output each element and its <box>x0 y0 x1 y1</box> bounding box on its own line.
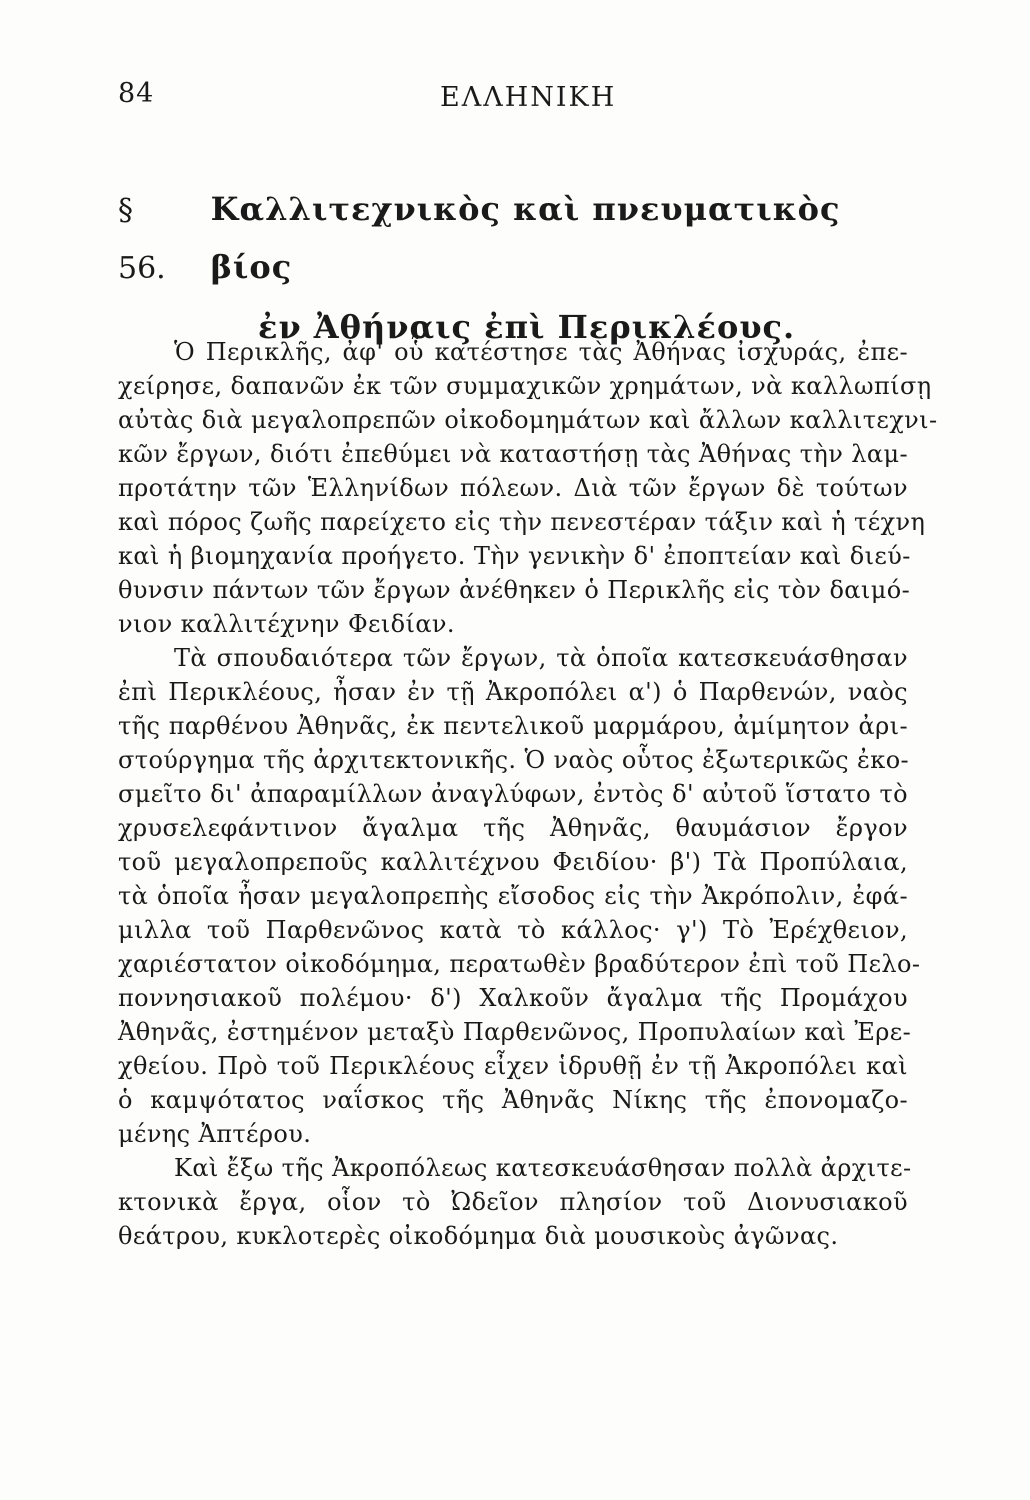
text-line: νιον καλλιτέχνην Φειδίαν. <box>118 610 455 638</box>
text-line: χθείου. Πρὸ τοῦ Περικλέους εἶχεν ἱδρυθῇ ἐν τῇ Ἀκροπόλει καὶ <box>118 1052 908 1080</box>
text-line: σμεῖτο δι' ἀπαραμίλλων ἀναγλύφων, ἐντὸς δ' αὐτοῦ ἵστατο τὸ <box>118 780 908 808</box>
text-line: καὶ πόρος ζωῆς παρείχετο εἰς τὴν πενεστέραν τάξιν καὶ ἡ τέχνη <box>118 508 926 536</box>
section-heading-line-1 <box>118 180 918 298</box>
section-title-line-1: Καλλιτεχνικὸς καὶ πνευματικὸς βίος <box>210 190 841 286</box>
text-line: χαριέστατον οἰκοδόμημα, περατωθὲν βραδύτερον ἐπὶ τοῦ Πελο- <box>118 950 921 978</box>
text-line: καὶ ἡ βιομηχανία προήγετο. Τὴν γενικὴν δ' ἐποπτείαν καὶ διεύ- <box>118 542 911 570</box>
text-line: κτονικὰ ἔργα, οἷον τὸ Ὠδεῖον πλησίον τοῦ Διονυσιακοῦ <box>118 1188 908 1216</box>
text-line: τῆς παρθένου Ἀθηνᾶς, ἐκ πεντελικοῦ μαρμάρου, ἀμίμητον ἀρι- <box>118 712 908 740</box>
text-line: θυνσιν πάντων τῶν ἔργων ἀνέθηκεν ὁ Περικλῆς εἰς τὸν δαιμό- <box>118 576 911 604</box>
text-line: κῶν ἔργων, διότι ἐπεθύμει νὰ καταστήσῃ τὰς Ἀθήνας τὴν λαμ- <box>118 440 908 468</box>
text-line: Ἀθηνᾶς, ἐστημένον μεταξὺ Παρθενῶνος, Προπυλαίων καὶ Ἐρε- <box>118 1018 912 1046</box>
text-line: χείρησε, δαπανῶν ἐκ τῶν συμμαχικῶν χρημάτων, νὰ καλλωπίσῃ <box>118 372 932 400</box>
text-line: Καὶ ἔξω τῆς Ἀκροπόλεως κατεσκευάσθησαν πολλὰ ἀρχιτε- <box>174 1154 912 1182</box>
text-line: τὰ ὁποῖα ἦσαν μεγαλοπρεπὴς εἴσοδος εἰς τὴν Ἀκρόπολιν, ἐφά- <box>118 882 908 910</box>
text-line: ἐπὶ Περικλέους, ἦσαν ἐν τῇ Ἀκροπόλει α') ὁ Παρθενών, ναὸς <box>118 678 908 706</box>
section-title-line-2: ἐν Ἀθήναις ἐπὶ Περικλέους. <box>258 308 796 346</box>
text-line: τοῦ μεγαλοπρεποῦς καλλιτέχνου Φειδίου· β') Τὰ Προπύλαια, <box>118 848 908 876</box>
text-line: αὐτὰς διὰ μεγαλοπρεπῶν οἰκοδομημάτων καὶ ἄλλων καλλιτεχνι- <box>118 406 938 434</box>
text-line: προτάτην τῶν Ἑλληνίδων πόλεων. Διὰ τῶν ἔργων δὲ τούτων <box>118 474 908 502</box>
page-number: 84 <box>118 78 155 109</box>
section-number: § 56. <box>118 193 166 286</box>
text-line: ποννησιακοῦ πολέμου· δ') Χαλκοῦν ἄγαλμα τῆς Προμάχου <box>118 984 908 1012</box>
text-line: μιλλα τοῦ Παρθενῶνος κατὰ τὸ κάλλος· γ') Τὸ Ἐρέχθειον, <box>118 916 908 944</box>
text-line: στούργημα τῆς ἀρχιτεκτονικῆς. Ὁ ναὸς οὗτος ἐξωτερικῶς ἐκο- <box>118 746 910 774</box>
text-line: μένης Ἀπτέρου. <box>118 1120 312 1148</box>
body-text <box>118 335 938 1253</box>
text-line: Ὁ Περικλῆς, ἀφ' οὗ κατέστησε τὰς Ἀθήνας ἰσχυράς, ἐπε- <box>174 338 908 366</box>
text-line: Τὰ σπουδαιότερα τῶν ἔργων, τὰ ὁποῖα κατεσκευάσθησαν <box>174 644 908 672</box>
text-line: θεάτρου, κυκλοτερὲς οἰκοδόμημα διὰ μουσικοὺς ἀγῶνας. <box>118 1222 839 1250</box>
running-head: ΕΛΛΗΝΙΚΗ <box>440 82 617 113</box>
section-heading <box>118 180 918 356</box>
text-line: ὁ καμψότατος ναΐσκος τῆς Ἀθηνᾶς Νίκης τῆς ἐπονομαζο- <box>118 1086 908 1114</box>
text-line: χρυσελεφάντινον ἄγαλμα τῆς Ἀθηνᾶς, θαυμάσιον ἔργον <box>118 814 908 842</box>
